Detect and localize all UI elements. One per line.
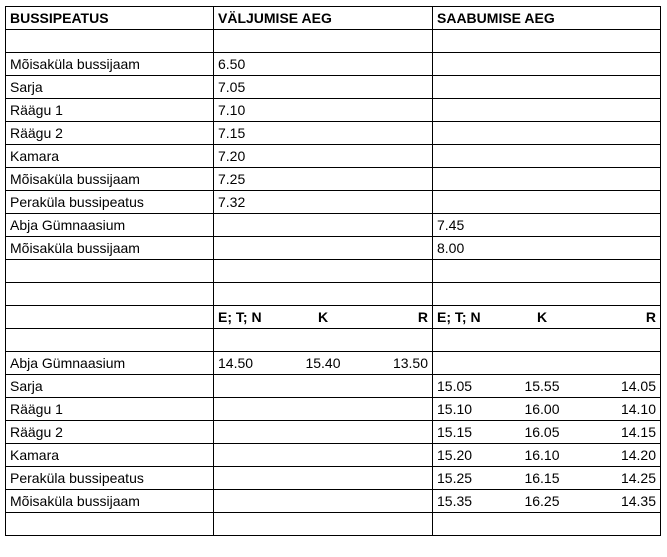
table-row: [6, 490, 661, 513]
time-value: 14.20: [620, 447, 656, 463]
bus-timetable: [5, 6, 661, 536]
departure-time: [214, 214, 433, 237]
time-value: 16.05: [524, 424, 560, 440]
header-arrival: SAABUMISE AEG: [433, 7, 661, 30]
time-value: 14.25: [620, 470, 656, 486]
time-value: 14.50: [218, 355, 254, 371]
header-row: [6, 7, 661, 30]
day-label: K: [317, 309, 329, 325]
time-value: 14.05: [620, 378, 656, 394]
departure-times: [214, 490, 433, 513]
table-row: [6, 145, 661, 168]
empty-row: [6, 260, 661, 283]
stop-name: Peraküla bussipeatus: [6, 191, 214, 214]
table-row: [6, 467, 661, 490]
time-value: 16.00: [524, 401, 560, 417]
stop-name: Räägu 1: [6, 398, 214, 421]
table-row: [6, 421, 661, 444]
arrival-times: [433, 398, 661, 421]
time-value: 13.50: [392, 355, 428, 371]
departure-time: 7.25: [214, 168, 433, 191]
departure-times: [214, 398, 433, 421]
time-value: 16.25: [524, 493, 560, 509]
header-stop: BUSSIPEATUS: [6, 7, 214, 30]
arrival-time: 7.45: [433, 214, 661, 237]
departure-time: 7.10: [214, 99, 433, 122]
departure-time: 7.05: [214, 76, 433, 99]
arrival-times: [433, 421, 661, 444]
stop-name: Mõisaküla bussijaam: [6, 237, 214, 260]
departure-times: [214, 421, 433, 444]
stop-name: Mõisaküla bussijaam: [6, 53, 214, 76]
time-value: 15.55: [524, 378, 560, 394]
table-row: [6, 375, 661, 398]
arrival-times: [433, 444, 661, 467]
departure-time: 7.20: [214, 145, 433, 168]
table-row: [6, 76, 661, 99]
table-row: [6, 122, 661, 145]
stop-name: Peraküla bussipeatus: [6, 467, 214, 490]
table-row: [6, 214, 661, 237]
arrival-day-headers: [433, 306, 661, 329]
day-label: E; T; N: [218, 309, 262, 325]
table-row: [6, 398, 661, 421]
arrival-time: [433, 168, 661, 191]
time-value: 14.35: [620, 493, 656, 509]
arrival-times: [433, 490, 661, 513]
header-departure: VÄLJUMISE AEG: [214, 7, 433, 30]
stop-name: Kamara: [6, 145, 214, 168]
day-label: E; T; N: [437, 309, 481, 325]
time-value: 15.25: [437, 470, 473, 486]
arrival-time: [433, 76, 661, 99]
table-row: [6, 444, 661, 467]
departure-times: [214, 444, 433, 467]
departure-day-headers: [214, 306, 433, 329]
empty-row: [6, 513, 661, 536]
arrival-times: [433, 375, 661, 398]
departure-time: [214, 237, 433, 260]
table-row: [6, 99, 661, 122]
day-label: K: [536, 309, 548, 325]
time-value: 14.10: [620, 401, 656, 417]
time-value: 15.40: [305, 355, 341, 371]
time-value: 16.15: [524, 470, 560, 486]
stop-name: Abja Gümnaasium: [6, 352, 214, 375]
time-value: 15.10: [437, 401, 473, 417]
time-value: 15.05: [437, 378, 473, 394]
arrival-time: [433, 53, 661, 76]
stop-name: Kamara: [6, 444, 214, 467]
arrival-times: [433, 467, 661, 490]
table-row: [6, 53, 661, 76]
arrival-time: [433, 191, 661, 214]
time-value: 15.20: [437, 447, 473, 463]
stop-name: Mõisaküla bussijaam: [6, 490, 214, 513]
time-value: 16.10: [524, 447, 560, 463]
departure-times: [214, 467, 433, 490]
departure-times: [214, 375, 433, 398]
arrival-times: [433, 352, 661, 375]
day-label: R: [645, 309, 656, 325]
departure-time: 7.32: [214, 191, 433, 214]
arrival-time: [433, 122, 661, 145]
time-value: 14.15: [620, 424, 656, 440]
stop-name: Räägu 1: [6, 99, 214, 122]
empty-row: [6, 30, 661, 53]
stop-name: Mõisaküla bussijaam: [6, 168, 214, 191]
stop-name: Sarja: [6, 76, 214, 99]
time-value: 15.35: [437, 493, 473, 509]
departure-times: [214, 352, 433, 375]
stop-name: Räägu 2: [6, 421, 214, 444]
departure-time: 6.50: [214, 53, 433, 76]
arrival-time: [433, 99, 661, 122]
stop-name: Räägu 2: [6, 122, 214, 145]
table-row: [6, 352, 661, 375]
arrival-time: [433, 145, 661, 168]
table-row: [6, 168, 661, 191]
time-value: 15.15: [437, 424, 473, 440]
arrival-time: 8.00: [433, 237, 661, 260]
table-row: [6, 237, 661, 260]
empty-row: [6, 329, 661, 352]
day-label: R: [417, 309, 428, 325]
empty-row: [6, 283, 661, 306]
departure-time: 7.15: [214, 122, 433, 145]
day-header-row: [6, 306, 661, 329]
stop-name: Sarja: [6, 375, 214, 398]
table-row: [6, 191, 661, 214]
stop-name: Abja Gümnaasium: [6, 214, 214, 237]
